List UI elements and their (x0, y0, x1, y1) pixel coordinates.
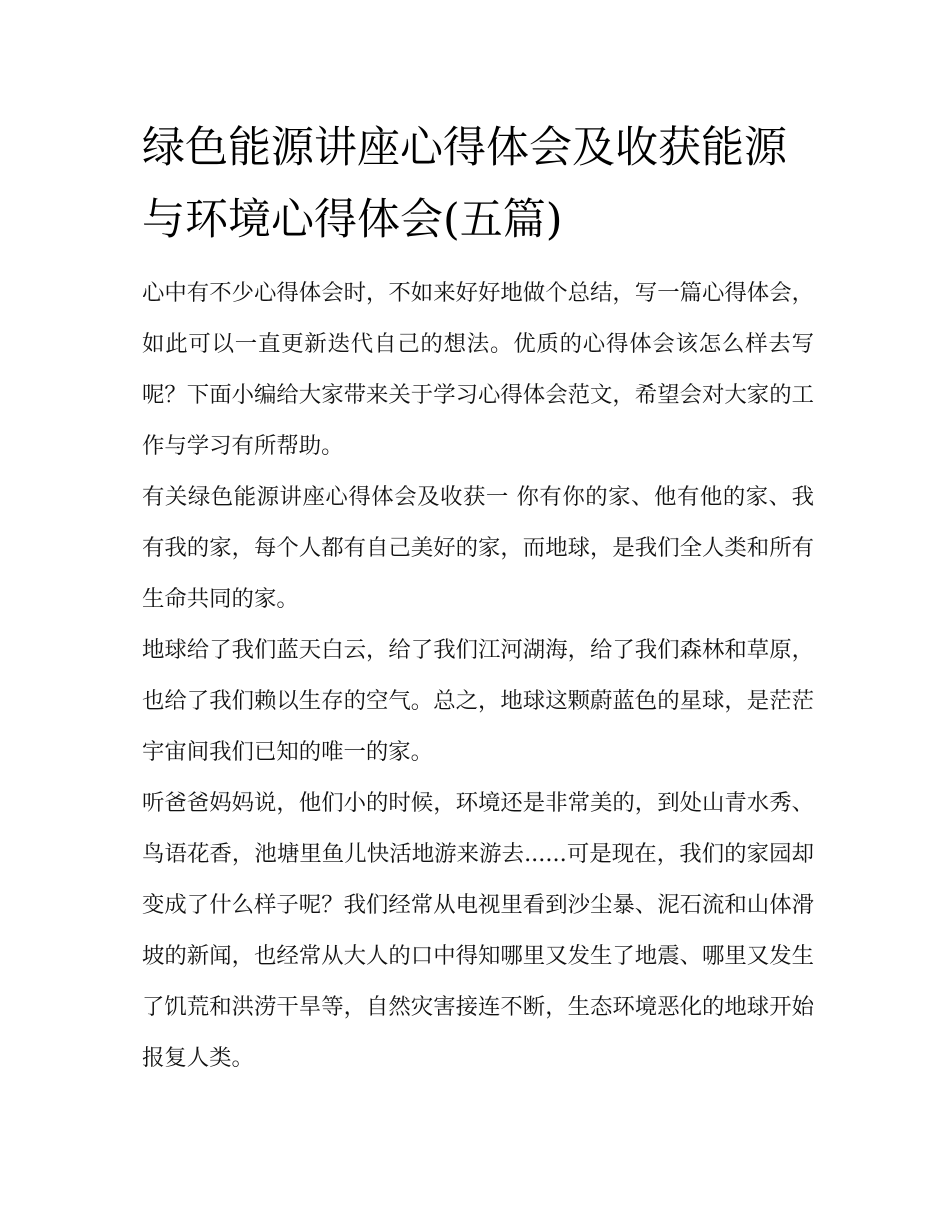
paragraph-2: 地球给了我们蓝天白云，给了我们江河湖海，给了我们森林和草原，也给了我们赖以生存的空气。总之，地球这颗蔚蓝色的星球，是茫茫宇宙间我们已知的唯一的家。 (142, 637, 814, 765)
paragraph-3: 听爸爸妈妈说，他们小的时候，环境还是非常美的，到处山青水秀、鸟语花香，池塘里鱼儿快活地游来游去......可是现在，我们的家园却变成了什么样子呢？我们经常从电视里看到沙尘暴、泥石流和山体滑坡的新闻，也经常从大人的口中得知哪里又发生了地震、哪里又发生了饥荒和洪涝干旱等，自然灾害接连不断，生态环境恶化的地球开始报复人类。 (142, 790, 814, 1071)
document-page (142, 112, 814, 1084)
document-title: 绿色能源讲座心得体会及收获能源与环境心得体会(五篇) (142, 123, 787, 245)
paragraph-intro: 心中有不少心得体会时，不如来好好地做个总结，写一篇心得体会，如此可以一直更新迭代自己的想法。优质的心得体会该怎么样去写呢？下面小编给大家带来关于学习心得体会范文，希望会对大家的工作与学习有所帮助。 (142, 280, 814, 459)
paragraph-1: 有关绿色能源讲座心得体会及收获一 你有你的家、他有他的家、我有我的家，每个人都有自己美好的家，而地球，是我们全人类和所有生命共同的家。 (142, 484, 814, 612)
